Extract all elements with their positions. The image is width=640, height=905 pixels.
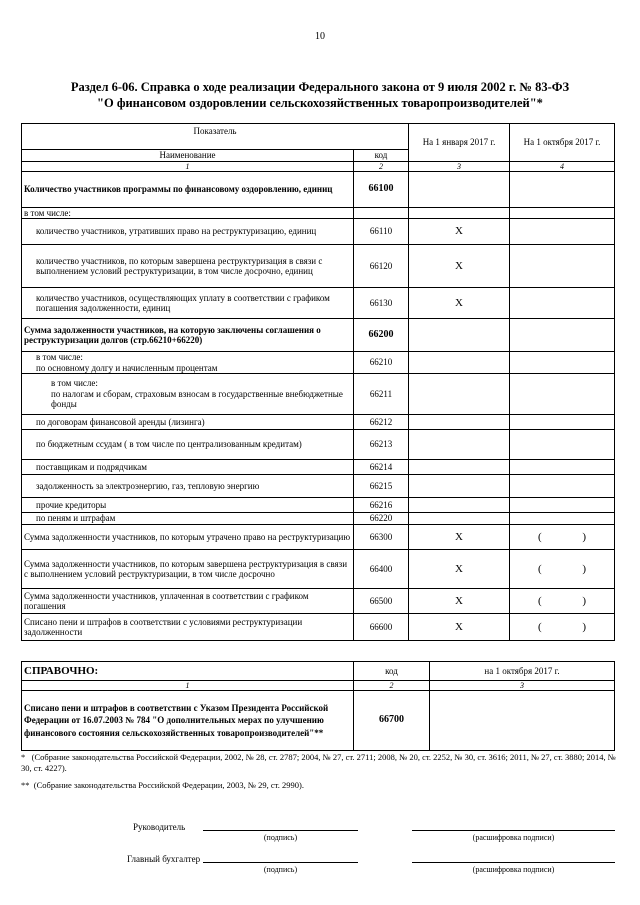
row-value-jan[interactable]: [409, 460, 510, 475]
row-label: [22, 550, 354, 589]
row-label-text: Сумма задолженности участников, по которым утрачено право на реструктуризацию: [24, 531, 351, 542]
row-label-text: поставщикам и подрядчикам: [36, 461, 147, 472]
table-row: [22, 550, 615, 589]
row-code: 66120: [354, 245, 409, 288]
row-value-jan[interactable]: X: [409, 245, 510, 288]
header-name: Наименование: [22, 150, 354, 162]
row-label: [22, 614, 354, 641]
reference-col-num-3: 3: [430, 681, 615, 691]
open-paren: (: [538, 530, 542, 543]
row-code: 66216: [354, 498, 409, 513]
row-code: 66110: [354, 219, 409, 245]
row-label-intro: в том числе:: [51, 378, 98, 389]
row-value-oct[interactable]: [510, 415, 615, 430]
row-code: [354, 207, 409, 219]
row-value-jan[interactable]: X: [409, 550, 510, 589]
row-value-oct[interactable]: [510, 245, 615, 288]
head-sign-hint: (подпись): [263, 833, 298, 842]
row-value-oct[interactable]: [510, 525, 615, 550]
close-paren: ): [582, 594, 587, 607]
row-code: 66220: [354, 513, 409, 525]
col-num-4: 4: [510, 161, 615, 171]
col-num-1: 1: [22, 161, 354, 171]
row-label-text: Количество участников программы по финансовому оздоровлению, единиц: [24, 183, 333, 194]
row-value-jan[interactable]: [409, 475, 510, 498]
row-label-text: количество участников, утративших право на реструктуризацию, единиц: [36, 226, 317, 237]
reference-row-value: [430, 691, 615, 751]
page-number: 10: [315, 31, 325, 42]
row-value-jan[interactable]: X: [409, 614, 510, 641]
table-row: [22, 207, 615, 219]
header-indicator: Показатель: [22, 124, 409, 150]
accountant-sign-hint: (подпись): [263, 865, 298, 874]
row-value-oct[interactable]: [510, 288, 615, 319]
row-label-text: количество участников, осуществляющих уплату в соответствии с графиком погашения задолженности, единиц: [36, 292, 330, 313]
reference-title: СПРАВОЧНО:: [22, 662, 354, 681]
reference-row-code: 66700: [354, 691, 430, 751]
row-code: 66600: [354, 614, 409, 641]
row-label: [22, 352, 354, 374]
row-value-oct[interactable]: [510, 352, 615, 374]
row-label-text: Сумма задолженности участников, уплаченная в соответствии с графиком погашения: [24, 590, 309, 611]
row-code: 66130: [354, 288, 409, 319]
col-num-2: 2: [354, 161, 409, 171]
footnote-2: [21, 780, 617, 791]
row-code: 66210: [354, 352, 409, 374]
row-value-jan[interactable]: [409, 430, 510, 460]
row-value-oct[interactable]: [510, 171, 615, 207]
row-code: 66212: [354, 415, 409, 430]
footnote-1-text: (Собрание законодательства Российской Федерации, 2002, № 28, ст. 2787; 2004, № 27, ст. 2711; 2008, № 20, ст. 2252, № 30, ст. 3616; 2011, № 27, ст. 3880; 2014, № 30, ст. 4227).: [21, 752, 616, 773]
row-value-oct[interactable]: [510, 430, 615, 460]
row-label: [22, 525, 354, 550]
row-label-text: в том числе:: [24, 207, 71, 218]
row-value-oct[interactable]: [510, 614, 615, 641]
open-paren: (: [538, 562, 542, 575]
table-row: [22, 171, 615, 207]
row-label-text: по пеням и штрафам: [36, 513, 116, 524]
row-code: 66211: [354, 374, 409, 415]
row-value-jan[interactable]: [409, 374, 510, 415]
main-table: [21, 123, 615, 641]
row-label: [22, 245, 354, 288]
row-code: 66400: [354, 550, 409, 589]
row-value-oct[interactable]: [510, 475, 615, 498]
row-label-main: по налогам и сборам, страховым взносам в государственные внебюджетные фонды: [51, 388, 343, 410]
row-label: [22, 589, 354, 614]
accountant-sign-line[interactable]: [203, 862, 358, 863]
row-label-text: Сумма задолженности участников, по которым завершена реструктуризация в связи с выполнением условий реструктуризации, в том числе досрочно: [24, 558, 348, 579]
reference-col-num-2: 2: [354, 681, 430, 691]
row-value-jan[interactable]: [409, 498, 510, 513]
table-row: [22, 513, 615, 525]
table-row: [22, 415, 615, 430]
row-code: 66500: [354, 589, 409, 614]
table-row: [22, 460, 615, 475]
row-label: [22, 207, 354, 219]
table-row: [22, 319, 615, 352]
header-oct: На 1 октября 2017 г.: [510, 124, 615, 162]
row-label: [22, 475, 354, 498]
reference-col-num-1: 1: [22, 681, 354, 691]
title-line-2: "О финансовом оздоровлении сельскохозяйственных товаропроизводителей"*: [97, 96, 543, 110]
head-sign-line[interactable]: [203, 830, 358, 831]
footnote-2-mark: **: [21, 780, 30, 790]
close-paren: ): [582, 620, 587, 633]
row-value-jan[interactable]: [409, 415, 510, 430]
footnote-2-text: (Собрание законодательства Российской Федерации, 2003, № 29, ст. 2990).: [33, 780, 304, 790]
reference-table: [21, 661, 615, 751]
row-label-text: задолженность за электроэнергию, газ, тепловую энергию: [36, 480, 260, 491]
row-value-jan[interactable]: [409, 171, 510, 207]
row-label: [22, 288, 354, 319]
row-label-text: Сумма задолженности участников, на которую заключены соглашения о реструктуризации долгов (стр.66210+66220): [24, 324, 321, 345]
row-label-text: по бюджетным ссудам ( в том числе по централизованным кредитам): [36, 439, 302, 450]
reference-header-code: код: [354, 662, 430, 681]
row-value-jan[interactable]: [409, 352, 510, 374]
close-paren: ): [582, 530, 587, 543]
header-code: код: [354, 150, 409, 162]
row-label-text: по договорам финансовой аренды (лизинга): [36, 416, 205, 427]
row-label-text: количество участников, по которым завершена реструктуризация в связи с выполнением условий реструктуризации, в том числе досрочно, единиц: [36, 255, 323, 276]
row-value-jan[interactable]: [409, 207, 510, 219]
accountant-decode-hint: (расшифровка подписи): [472, 865, 555, 874]
row-value-jan[interactable]: X: [409, 288, 510, 319]
table-row: [22, 219, 615, 245]
table-row: [22, 288, 615, 319]
section-title: [0, 79, 640, 111]
row-label: [22, 513, 354, 525]
row-label: [22, 430, 354, 460]
row-label: [22, 171, 354, 207]
head-decode-hint: (расшифровка подписи): [472, 833, 555, 842]
head-decode-line[interactable]: [412, 830, 615, 831]
row-value-oct[interactable]: [510, 319, 615, 352]
table-row: [22, 430, 615, 460]
title-line-1: Раздел 6-06. Справка о ходе реализации Федерального закона от 9 июля 2002 г. № 83-ФЗ: [70, 80, 570, 94]
accountant-label: Главный бухгалтер: [127, 854, 201, 864]
table-row: [22, 352, 615, 374]
table-row: [22, 245, 615, 288]
row-label-text: Списано пени и штрафов в соответствии с условиями реструктуризации задолженности: [24, 616, 303, 637]
reference-header-date: на 1 октября 2017 г.: [430, 662, 615, 681]
head-label: Руководитель: [133, 822, 186, 832]
row-label-intro: в том числе:: [36, 352, 83, 362]
row-label: [22, 498, 354, 513]
table-row: [22, 374, 615, 415]
open-paren: (: [538, 620, 542, 633]
row-label: [22, 219, 354, 245]
row-value-oct[interactable]: [510, 498, 615, 513]
row-label: [22, 374, 354, 415]
row-value-jan[interactable]: [409, 513, 510, 525]
table-row: [22, 589, 615, 614]
open-paren: (: [538, 594, 542, 607]
row-code: 66300: [354, 525, 409, 550]
footnote-1-mark: *: [21, 752, 26, 762]
row-label: [22, 319, 354, 352]
close-paren: ): [582, 562, 587, 575]
row-label: [22, 415, 354, 430]
reference-row-text: Списано пени и штрафов в соответствии с Указом Президента Российской Федерации от 16.07.2003 № 784 "О дополнительных мерах по улучшению финансового состояния сельскохозяйственных товаропроизводителей"**: [22, 691, 354, 751]
row-label: [22, 460, 354, 475]
row-value-oct[interactable]: [510, 374, 615, 415]
footnote-1: [21, 752, 617, 774]
row-label-main: по основному долгу и начисленным процентам: [36, 362, 218, 373]
col-num-3: 3: [409, 161, 510, 171]
row-code: 66213: [354, 430, 409, 460]
row-label-text: прочие кредиторы: [36, 499, 107, 510]
row-code: 66215: [354, 475, 409, 498]
row-value-jan[interactable]: X: [409, 219, 510, 245]
row-value-oct[interactable]: [510, 550, 615, 589]
table-row: [22, 475, 615, 498]
row-value-oct[interactable]: [510, 460, 615, 475]
header-jan: На 1 января 2017 г.: [409, 124, 510, 162]
row-value-jan[interactable]: [409, 319, 510, 352]
row-value-jan[interactable]: X: [409, 589, 510, 614]
row-code: 66214: [354, 460, 409, 475]
row-value-jan[interactable]: X: [409, 525, 510, 550]
row-value-oct[interactable]: [510, 207, 615, 219]
row-code: 66200: [354, 319, 409, 352]
table-row: [22, 525, 615, 550]
table-row: [22, 498, 615, 513]
table-row: [22, 614, 615, 641]
row-code: 66100: [354, 171, 409, 207]
accountant-decode-line[interactable]: [412, 862, 615, 863]
row-value-oct[interactable]: [510, 513, 615, 525]
row-value-oct[interactable]: [510, 219, 615, 245]
row-value-oct[interactable]: [510, 589, 615, 614]
